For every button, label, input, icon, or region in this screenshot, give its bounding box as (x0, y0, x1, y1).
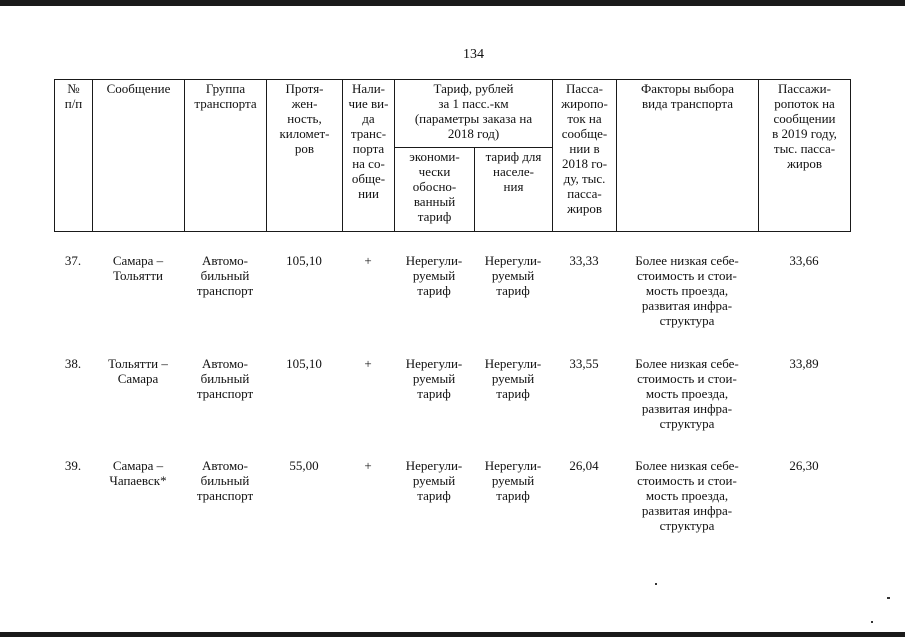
top-border-rule (0, 0, 905, 6)
header-route: Сообщение (93, 80, 185, 232)
row-flow-2019: 33,89 (789, 356, 819, 371)
row-flow-2018: 33,33 (569, 253, 599, 268)
scan-speck (887, 597, 890, 599)
row-factors: Более низкая себе- стоимость и стои- мость проезда, развитая инфра- структура (635, 253, 739, 328)
row-num: 37. (64, 253, 82, 268)
page-number: 134 (463, 47, 484, 62)
row-factors: Более низкая себе- стоимость и стои- мость проезда, развитая инфра- структура (635, 458, 739, 533)
header-tariff-population: тариф для населе- ния (475, 148, 553, 232)
header-flow-2019: Пассажи- ропоток на сообщении в 2019 году, тыс. пасса- жиров (759, 80, 851, 232)
row-tariff-economic: Нерегули- руемый тариф (405, 458, 463, 503)
row-flow-2019: 26,30 (789, 458, 819, 473)
row-availability: + (364, 458, 372, 473)
row-flow-2018: 26,04 (569, 458, 599, 473)
header-length: Протя- жен- ность, километ- ров (267, 80, 343, 232)
row-route: Самара – Тольятти (112, 253, 164, 283)
row-group: Автомо- бильный транспорт (196, 356, 254, 401)
header-tariff-economic: экономи- чески обосно- ванный тариф (395, 148, 475, 232)
header-availability: Нали- чие ви- да транс- порта на со- обще- нии (343, 80, 395, 232)
row-route: Самара – Чапаевск* (109, 458, 167, 488)
row-num: 39. (64, 458, 82, 473)
row-flow-2018: 33,55 (569, 356, 599, 371)
row-availability: + (364, 253, 372, 268)
row-num: 38. (64, 356, 82, 371)
row-route: Тольятти – Самара (108, 356, 168, 386)
row-tariff-population: Нерегули- руемый тариф (484, 356, 542, 401)
row-tariff-population: Нерегули- руемый тариф (484, 458, 542, 503)
row-length: 105,10 (286, 356, 322, 371)
header-flow-2018: Пасса- жиропо- ток на сообще- нии в 2018 го- ду, тыс. пасса- жиров (553, 80, 617, 232)
row-availability: + (364, 356, 372, 371)
row-group: Автомо- бильный транспорт (196, 253, 254, 298)
row-group: Автомо- бильный транспорт (196, 458, 254, 503)
scan-speck (871, 621, 873, 623)
row-length: 55,00 (289, 458, 319, 473)
row-tariff-population: Нерегули- руемый тариф (484, 253, 542, 298)
row-length: 105,10 (286, 253, 322, 268)
header-group: Группа транспорта (185, 80, 267, 232)
header-tariff: Тариф, рублей за 1 пасс.-км (параметры заказа на 2018 год) (395, 80, 553, 148)
table-header (54, 79, 851, 232)
header-num: № п/п (55, 80, 93, 232)
bottom-border-rule (0, 632, 905, 637)
header-factors: Факторы выбора вида транспорта (617, 80, 759, 232)
row-tariff-economic: Нерегули- руемый тариф (405, 253, 463, 298)
scan-speck (655, 583, 657, 585)
row-factors: Более низкая себе- стоимость и стои- мость проезда, развитая инфра- структура (635, 356, 739, 431)
row-flow-2019: 33,66 (789, 253, 819, 268)
row-tariff-economic: Нерегули- руемый тариф (405, 356, 463, 401)
